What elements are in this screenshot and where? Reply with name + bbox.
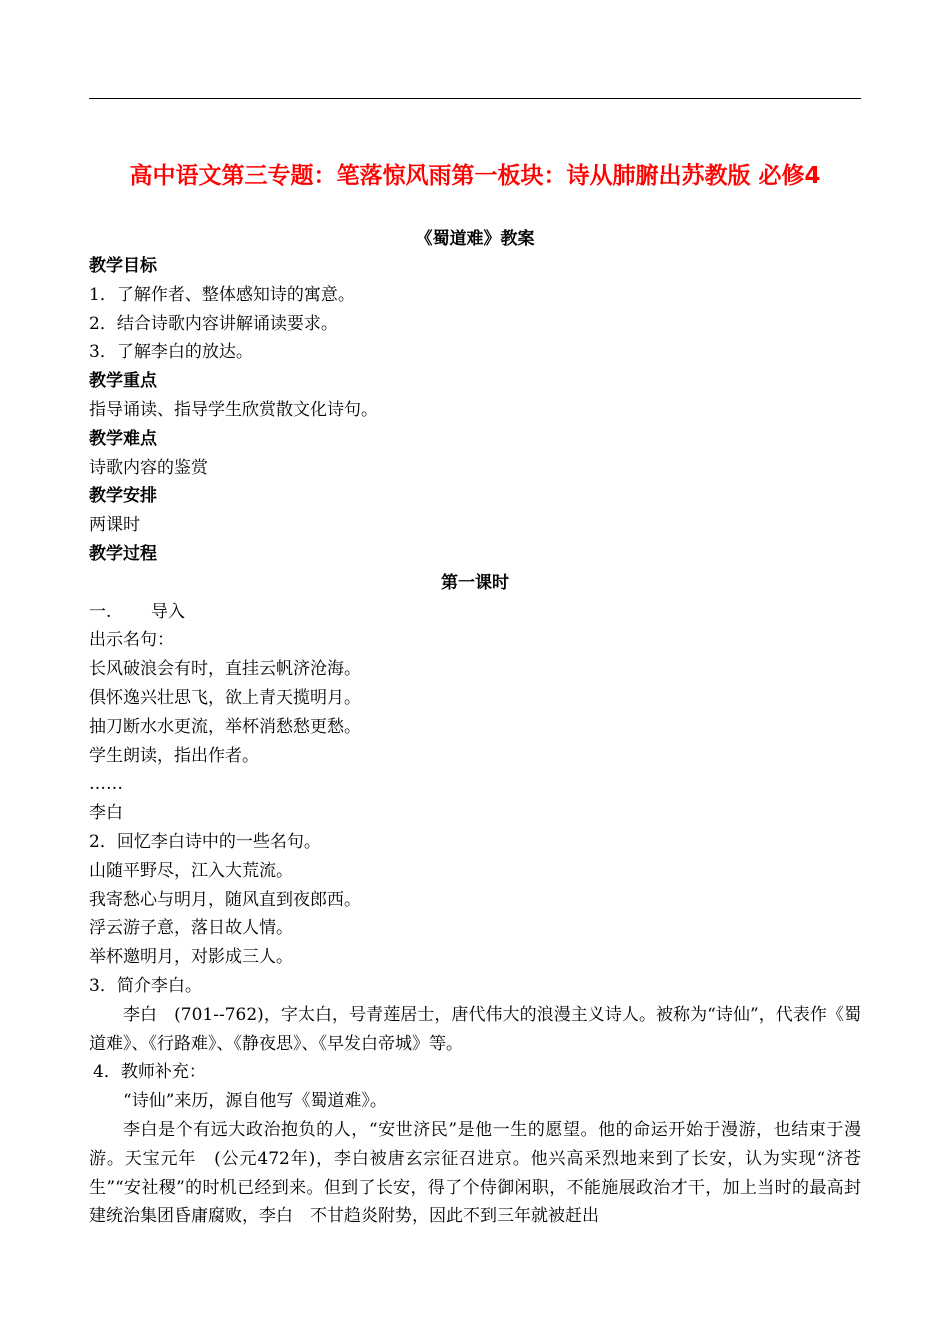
intro-heading [89,598,861,627]
objective-item: 1．了解作者、整体感知诗的寓意。 [89,284,355,305]
lesson-heading: 第一课时 [441,572,509,593]
objective-item: 3．了解李白的放达。 [89,342,253,363]
key-text: 指导诵读、指导学生欣赏散文化诗句。 [89,399,378,420]
document-body [89,252,861,1231]
header-rule [89,98,861,99]
quote-line: 俱怀逸兴壮思飞，欲上青天揽明月。 [89,687,361,708]
schedule-text: 两课时 [89,515,140,536]
teacher-heading: 4．教师补充： [93,1062,206,1083]
show-quotes-label: 出示名句： [89,630,174,651]
intro-label: 导入 [151,601,185,622]
document-subtitle: 《蜀道难》教案 [415,229,535,249]
author-name: 李白 [89,803,123,824]
ellipsis: …… [89,774,123,795]
document-title: 高中语文第三专题：笔落惊风雨第一板块：诗从肺腑出苏教版 必修4 [129,163,821,189]
recall-quote: 我寄愁心与明月，随风直到夜郎西。 [89,889,361,910]
li-bio-paragraph: 李白 (701--762)，字太白，号青莲居士，唐代伟大的浪漫主义诗人。被称为“诗仙”，代表作《蜀道难》、《行路难》、《静夜思》、《早发白帝城》等。 [89,1004,861,1054]
intro-li-heading: 3．简介李白。 [89,975,202,996]
process-heading: 教学过程 [89,543,157,564]
teacher-line: “诗仙”来历，源自他写《蜀道难》。 [123,1091,387,1112]
quote-line: 抽刀断水水更流，举杯消愁愁更愁。 [89,716,361,737]
recall-quote: 浮云游子意，落日故人情。 [89,918,293,939]
biography-paragraph: 李白是个有远大政治抱负的人，“安世济民”是他一生的愿望。他的命运开始于漫游，也结束于漫游。天宝元年 (公元472年)，李白被唐玄宗征召进京。他兴高采烈地来到了长安，认为实现“济苍生”“安社稷”的时机已经到来。但到了长安，得了个侍御闲职，不能施展政治才干，加上当时的最高封建统治集团昏庸腐败，李白 不甘趋炎附势，因此不到三年就被赶出 [89,1119,861,1227]
recall-quote: 举杯邀明月，对影成三人。 [89,947,293,968]
recall-heading: 2．回忆李白诗中的一些名句。 [89,831,321,852]
read-aloud-instruction: 学生朗读，指出作者。 [89,745,259,766]
recall-quote: 山随平野尽，江入大荒流。 [89,860,293,881]
key-heading: 教学重点 [89,371,157,392]
intro-number: 一. [89,601,112,622]
difficulty-heading: 教学难点 [89,428,157,449]
objective-item: 2．结合诗歌内容讲解诵读要求。 [89,313,338,334]
difficulty-text: 诗歌内容的鉴赏 [89,457,208,478]
quote-line: 长风破浪会有时，直挂云帆济沧海。 [89,659,361,680]
schedule-heading: 教学安排 [89,486,157,507]
objectives-heading: 教学目标 [89,256,157,276]
